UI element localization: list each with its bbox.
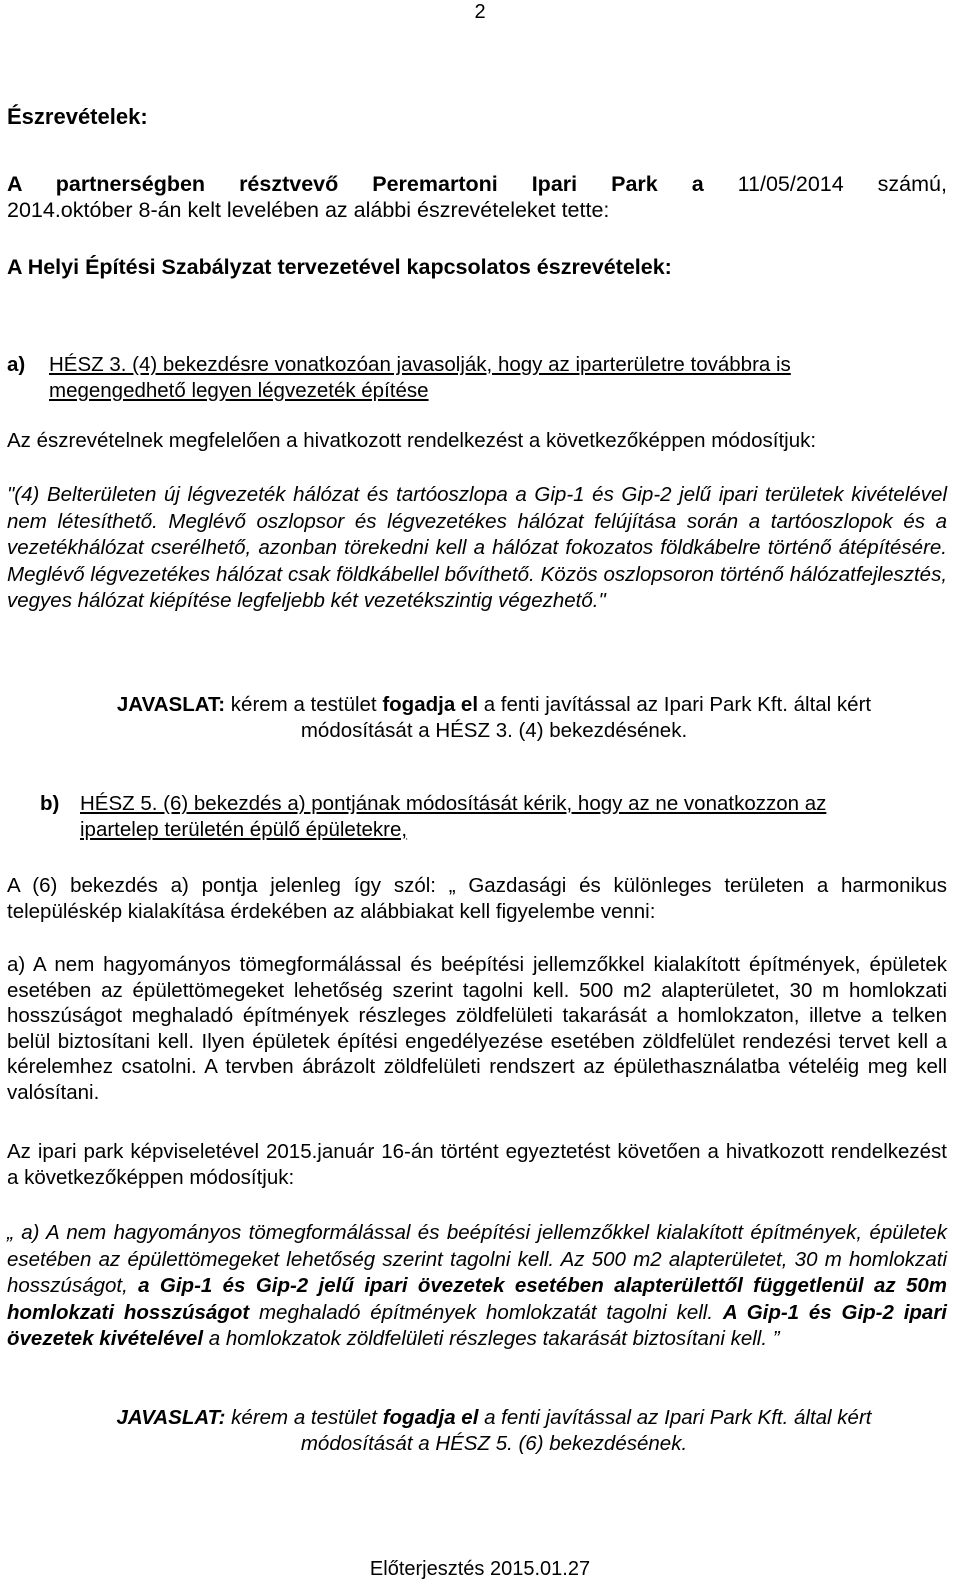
item-a-quote-p1: "(4) Belterületen új légvezeték hálózat és tartóoszlopa a Gip-1 és Gip-2 jelű ipari területek kivételével nem létesíthető. [7, 483, 947, 533]
item-a-title [7, 352, 947, 404]
page-number: 2 [474, 1, 486, 23]
item-b-new-part1: „ a) A nem hagyományos tömegformálással és beépítési jellemzőkkel kialakított építmények, épületek esetében az épülettömegeket lehetőség szerint tagolni kell. Az 500 m2 alapterületet, 30 m homlokzati hosszúságot, [7, 1221, 947, 1297]
item-b-new-part3: a homlokzatok zöldfelületi részleges takarását biztosítani kell. ” [203, 1327, 780, 1350]
item-a-proposal-label: JAVASLAT: [116, 693, 226, 716]
item-a-proposal [0, 692, 960, 744]
item-b-proposal-line2: módosítását a HÉSZ 5. (6) bekezdésének. [300, 1432, 688, 1455]
item-b-new-text [7, 1220, 947, 1353]
item-a-quote-p4: Közös oszlopsoron történő hálózatfejlesztés, vegyes hálózat kiépítése legfeljebb két vezetékszintig végezhető." [7, 562, 948, 612]
item-b-new-bold2: A Gip-1 és Gip-2 ipari övezetek kivételével [7, 1300, 948, 1350]
item-a-proposal-text2: a fenti javítással az Ipari Park Kft. által kért [478, 693, 872, 716]
item-a-proposal-bold: fogadja el [382, 693, 479, 716]
item-b-current-text: A (6) bekezdés a) pontja jelenleg így szól: „ Gazdasági és különleges területen a harmonikus településkép kialakítása érdekében az alábbiakat kell figyelembe venni: [7, 874, 947, 923]
item-b-title-line1: HÉSZ 5. (6) bekezdés a) pontjának módosítását kérik, hogy az ne vonatkozzon az [80, 792, 827, 815]
item-b-new-bold1: a Gip-1 és Gip-2 jelű ipari övezetek esetében alapterülettől függetlenül az 50m homlokzati hosszúságot [7, 1274, 947, 1324]
item-b-proposal-bold: fogadja el [382, 1406, 479, 1429]
intro-text [7, 171, 947, 223]
item-b-title-line2: ipartelep területén épülő épületekre, [80, 818, 408, 841]
item-a-quote-p2: Meglévő oszlopsor és légvezetékes hálózat felújítása során a tartóoszlopok és a vezetékhálózat cserélhető, azonban törekedni kell a hálózat fokozatos földkábelre történő átépítésére. [7, 509, 947, 559]
item-b-proposal-text1: kérem a testület [225, 1406, 383, 1429]
page-footer: Előterjesztés 2015.01.27 [369, 1558, 591, 1580]
item-b-current-point: a) A nem hagyományos tömegformálással és beépítési jellemzőkkel kialakított építmények, épületek esetében az épülettömegeket lehetőség szerint tagolni kell. 500 m2 alapterületet, 30 m homlokzati hosszúságot meghaladó építmények részleges zöldfelületi takarását a homlokzaton, illetve a telken belül biztosítani kell. Ilyen épületek építési engedélyezése esetében zöldfelület rendezési tervet kell a kérelemhez csatolni. A tervben ábrázolt zöldfelületi rendszert az épülethasználatba vételéig meg kell valósítani. [7, 953, 947, 1104]
item-b-meeting-text: Az ipari park képviseletével 2015.január 16-án történt egyeztetést követően a hivatkozott rendelkezést a következőképpen módosítjuk: [7, 1140, 947, 1189]
item-a-label: a) [7, 353, 26, 376]
item-a-proposal-text1: kérem a testület [225, 693, 383, 716]
item-a-quote-p3: Meglévő légvezetékes hálózat csak földkábellel bővíthető. [7, 562, 535, 586]
intro-rest: 11/05/2014 számú, [703, 172, 947, 196]
intro-bold: A partnerségben résztvevő Peremartoni Ipari Park a [7, 172, 704, 196]
item-b-proposal-label: JAVASLAT: [116, 1406, 226, 1429]
item-b-title [40, 791, 945, 843]
item-a-title-line2: megengedhető legyen légvezeték építése [49, 379, 429, 402]
item-a-title-line1: HÉSZ 3. (4) bekezdésre vonatkozóan javasolják, hogy az iparterületre továbbra is [49, 353, 791, 376]
item-b-label: b) [40, 792, 60, 815]
item-a-proposal-line2: módosítását a HÉSZ 3. (4) bekezdésének. [300, 719, 688, 742]
item-b-proposal [0, 1405, 960, 1457]
item-b-proposal-text2: a fenti javítással az Ipari Park Kft. által kért [478, 1406, 872, 1429]
item-a-quote [7, 482, 947, 615]
item-b-new-part2: meghaladó építmények homlokzatát tagolni kell. [249, 1300, 723, 1324]
intro-line2: 2014.október 8-án kelt levelében az alábbi észrevételeket tette: [7, 198, 610, 222]
page-heading: Észrevételek: [7, 104, 148, 129]
item-a-response: Az észrevételnek megfelelően a hivatkozott rendelkezést a következőképpen módosítjuk: [7, 429, 817, 452]
section-heading: A Helyi Építési Szabályzat tervezetével kapcsolatos észrevételek: [7, 255, 672, 279]
